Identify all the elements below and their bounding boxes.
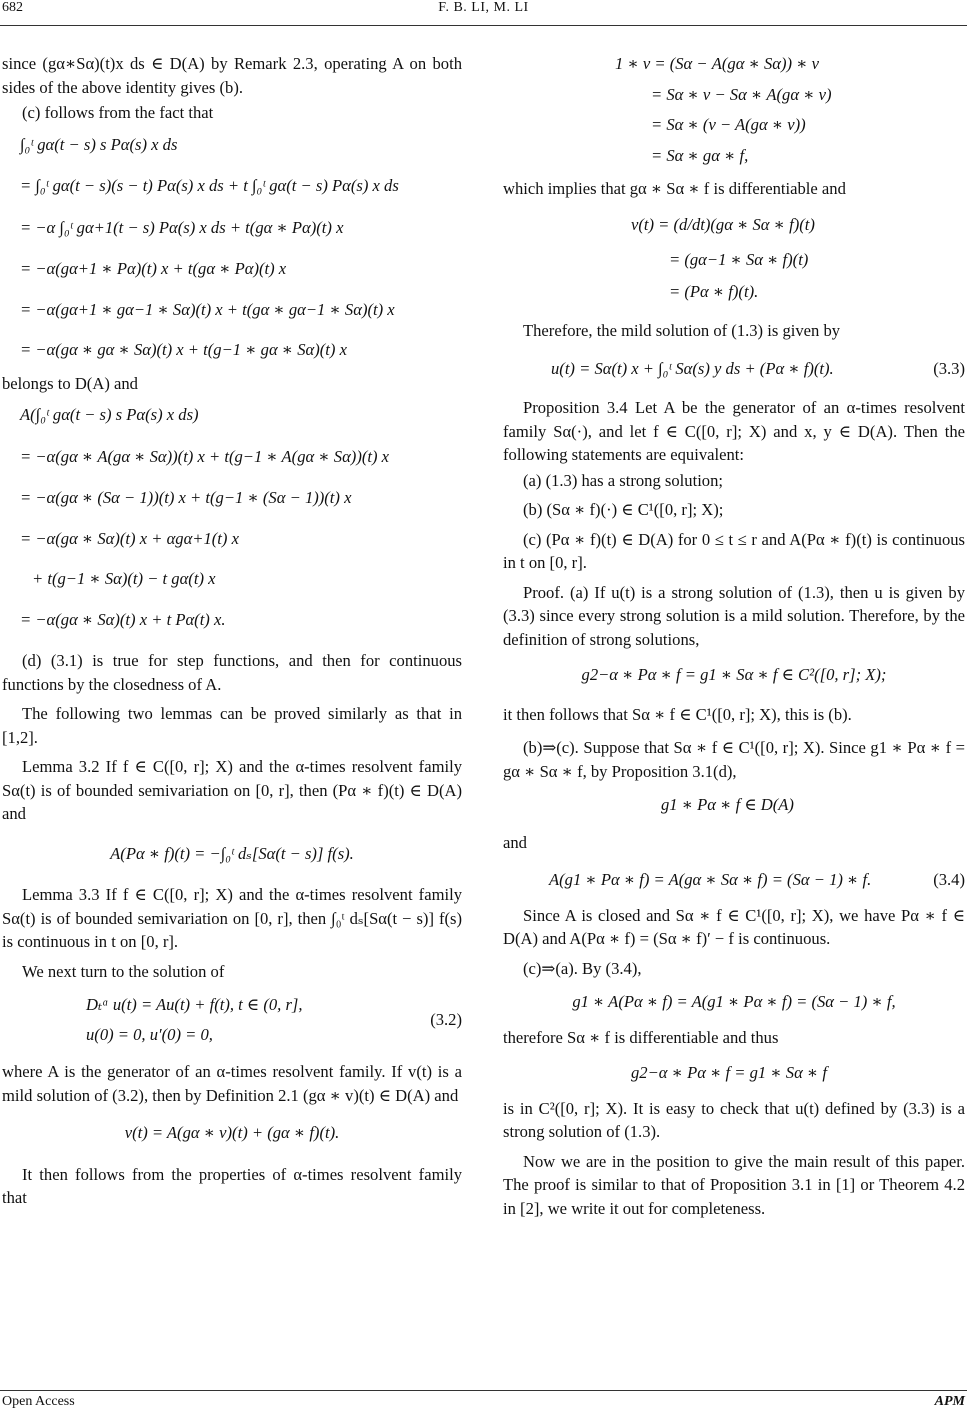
paragraph: which implies that gα ∗ Sα ∗ f is differentiable and (503, 179, 846, 198)
equation-number: (3.2) (430, 1009, 462, 1029)
paragraph: Therefore, the mild solution of (1.3) is given by (523, 321, 841, 340)
paragraph: it then follows that Sα ∗ f ∈ C¹([0, r]; X), this is (b). (503, 704, 852, 724)
equation-line: A(∫₀ᵗ gα(t − s) s Pα(s) x ds) (20, 405, 199, 424)
paragraph: Now we are in the position to give the main result of this paper. The proof is similar to that of Proposition 3.1 in [1] or Theorem 4.2 in [2], we write it out for completeness. (503, 1151, 965, 1218)
running-title: F. B. LI, M. LI (438, 0, 529, 15)
page-header (0, 0, 967, 24)
paragraph: (d) (3.1) is true for step functions, and then for continuous functions by the closedness of A. (2, 651, 462, 694)
equation-line: = (Pα ∗ f)(t). (669, 281, 759, 301)
equation: u(t) = Sα(t) x + ∫₀ᵗ Sα(s) y ds + (Pα ∗ f)(t). (551, 358, 834, 378)
equation-line: + t(g−1 ∗ Sα)(t) − t gα(t) x (32, 569, 216, 588)
equation-line: = (gα−1 ∗ Sα ∗ f)(t) (669, 250, 809, 269)
list-item: (b) (Sα ∗ f)(·) ∈ C¹([0, r]; X); (523, 500, 724, 519)
equation-block (2, 133, 462, 362)
equation: A(g1 ∗ Pα ∗ f) = A(gα ∗ Sα ∗ f) = (Sα − 1) ∗ f. (549, 870, 872, 889)
paragraph: (c) follows from the fact that (22, 103, 214, 122)
list-item: (a) (1.3) has a strong solution; (523, 470, 724, 490)
paragraph: since (gα∗Sα)(t)x ds ∈ D(A) by Remark 2.3, operating A on both sides of the above identity gives (b). (2, 54, 462, 97)
equation-block (503, 52, 965, 167)
equation: g2−α ∗ Pα ∗ f = g1 ∗ Sα ∗ f (631, 1063, 827, 1082)
equation: A(Pα ∗ f)(t) = −∫₀ᵗ dₛ[Sα(t − s)] f(s). (110, 843, 354, 863)
equation-line: Dₜᵅ u(t) = Au(t) + f(t), t ∈ (0, r], (86, 995, 303, 1014)
equation-line: = −α(gα ∗ A(gα ∗ Sα))(t) x + t(g−1 ∗ A(gα ∗ Sα))(t) x (20, 446, 390, 466)
equation-number: (3.4) (933, 870, 965, 889)
equation-line: = −α ∫₀ᵗ gα+1(t − s) Pα(s) x ds + t(gα ∗ Pα)(t) x (20, 217, 344, 237)
page-number: 682 (2, 0, 23, 15)
paragraph: Since A is closed and Sα ∗ f ∈ C¹([0, r]; X), we have Pα ∗ f ∈ D(A) and A(Pα ∗ f) = (Sα ∗ f)′ − f is continuous. (503, 905, 965, 948)
paragraph: therefore Sα ∗ f is differentiable and thus (503, 1027, 779, 1047)
equation-number: (3.3) (933, 358, 965, 378)
footer-left: Open Access (2, 1394, 75, 1409)
equation-line: u(0) = 0, u′(0) = 0, (86, 1024, 213, 1044)
lemma-3-2: Lemma 3.2 If f ∈ C([0, r]; X) and the α-times resolvent family Sα(t) is of bounded semivariation on [0, r], then (Pα ∗ f)(t) ∈ D(A) and (2, 757, 462, 823)
lemma-3-3: Lemma 3.3 If f ∈ C([0, r]; X) and the α-times resolvent family Sα(t) is of bounded semivariation on [0, r], then ∫₀ᵗ dₛ[Sα(t − s)] f(s) is continuous in t on [0, r]. (2, 885, 462, 951)
equation-3-4 (503, 868, 965, 892)
equation-line: 1 ∗ v = (Sα − A(gα ∗ Sα)) ∗ v (615, 54, 820, 73)
equation-line: = Sα ∗ (v − A(gα ∗ v)) (651, 115, 806, 134)
equation-line: = −α(gα ∗ Sα)(t) x + t Pα(t) x. (20, 609, 226, 629)
equation-line: = −α(gα ∗ gα ∗ Sα)(t) x + t(g−1 ∗ gα ∗ Sα)(t) x (20, 340, 347, 359)
equation-line: = −α(gα ∗ (Sα − 1))(t) x + t(g−1 ∗ (Sα − 1))(t) x (20, 488, 352, 507)
paragraph: is in C²([0, r]; X). It is easy to check that u(t) defined by (3.3) is a strong solution of (1.3). (503, 1098, 965, 1141)
equation-line: ∫₀ᵗ gα(t − s) s Pα(s) x ds (20, 134, 178, 154)
equation-3-3 (503, 357, 965, 381)
equation-block (503, 213, 965, 304)
equation-block (2, 403, 462, 631)
equation-line: v(t) = (d/dt)(gα ∗ Sα ∗ f)(t) (631, 214, 815, 234)
equation: v(t) = A(gα ∗ v)(t) + (gα ∗ f)(t). (124, 1123, 340, 1142)
equation-line: = Sα ∗ gα ∗ f, (651, 145, 749, 165)
journal-abbrev: APM (934, 1394, 965, 1409)
list-item: (c) (Pα ∗ f)(t) ∈ D(A) for 0 ≤ t ≤ r and A(Pα ∗ f)(t) is continuous in t on [0, r]. (503, 529, 965, 572)
paragraph: (c)⇒(a). By (3.4), (523, 958, 642, 978)
equation-line: = Sα ∗ v − Sα ∗ A(gα ∗ v) (651, 84, 832, 104)
equation: g2−α ∗ Pα ∗ f = g1 ∗ Sα ∗ f ∈ C²([0, r]; X); (581, 665, 887, 684)
paragraph: (b)⇒(c). Suppose that Sα ∗ f ∈ C¹([0, r]; X). Since g1 ∗ Pα ∗ f = gα ∗ Sα ∗ f, by Proposition 3.1(d), (503, 738, 965, 781)
header-rule (0, 25, 967, 26)
proof-paragraph: Proof. (a) If u(t) is a strong solution of (1.3), then u is given by (3.3) since every strong solution is a mild solution. Therefore, by the definition of strong solutions, (503, 582, 965, 649)
paragraph: We next turn to the solution of (22, 961, 225, 981)
left-column (2, 52, 462, 1210)
paragraph: It then follows from the properties of α-times resolvent family that (2, 1164, 462, 1207)
proposition-3-4: Proposition 3.4 Let A be the generator of an α-times resolvent family Sα(·), and let f ∈ C([0, r]; X) and x, y ∈ D(A). Then the following statements are equivalent: (503, 398, 965, 464)
paragraph: belongs to D(A) and (2, 373, 138, 393)
equation-line: = −α(gα+1 ∗ gα−1 ∗ Sα)(t) x + t(gα ∗ gα−1 ∗ Sα)(t) x (20, 299, 395, 319)
footer-rule (0, 1390, 967, 1391)
equation-3-2 (2, 993, 462, 1046)
paragraph: The following two lemmas can be proved similarly as that in [1,2]. (2, 704, 462, 747)
paragraph: where A is the generator of an α-times resolvent family. If v(t) is a mild solution of (3.2), then by Definition 2.1 (gα ∗ v)(t) ∈ D(A) and (2, 1062, 462, 1105)
equation-line: = −α(gα+1 ∗ Pα)(t) x + t(gα ∗ Pα)(t) x (20, 259, 287, 278)
equation-line: = −α(gα ∗ Sα)(t) x + αgα+1(t) x (20, 528, 239, 548)
equation-line: = ∫₀ᵗ gα(t − s)(s − t) Pα(s) x ds + t ∫₀ᵗ gα(t − s) Pα(s) x ds (20, 176, 399, 195)
paragraph: and (503, 832, 527, 852)
equation: g1 ∗ Pα ∗ f ∈ D(A) (661, 795, 794, 814)
right-column (503, 52, 965, 1220)
equation: g1 ∗ A(Pα ∗ f) = A(g1 ∗ Pα ∗ f) = (Sα − 1) ∗ f, (572, 992, 896, 1011)
